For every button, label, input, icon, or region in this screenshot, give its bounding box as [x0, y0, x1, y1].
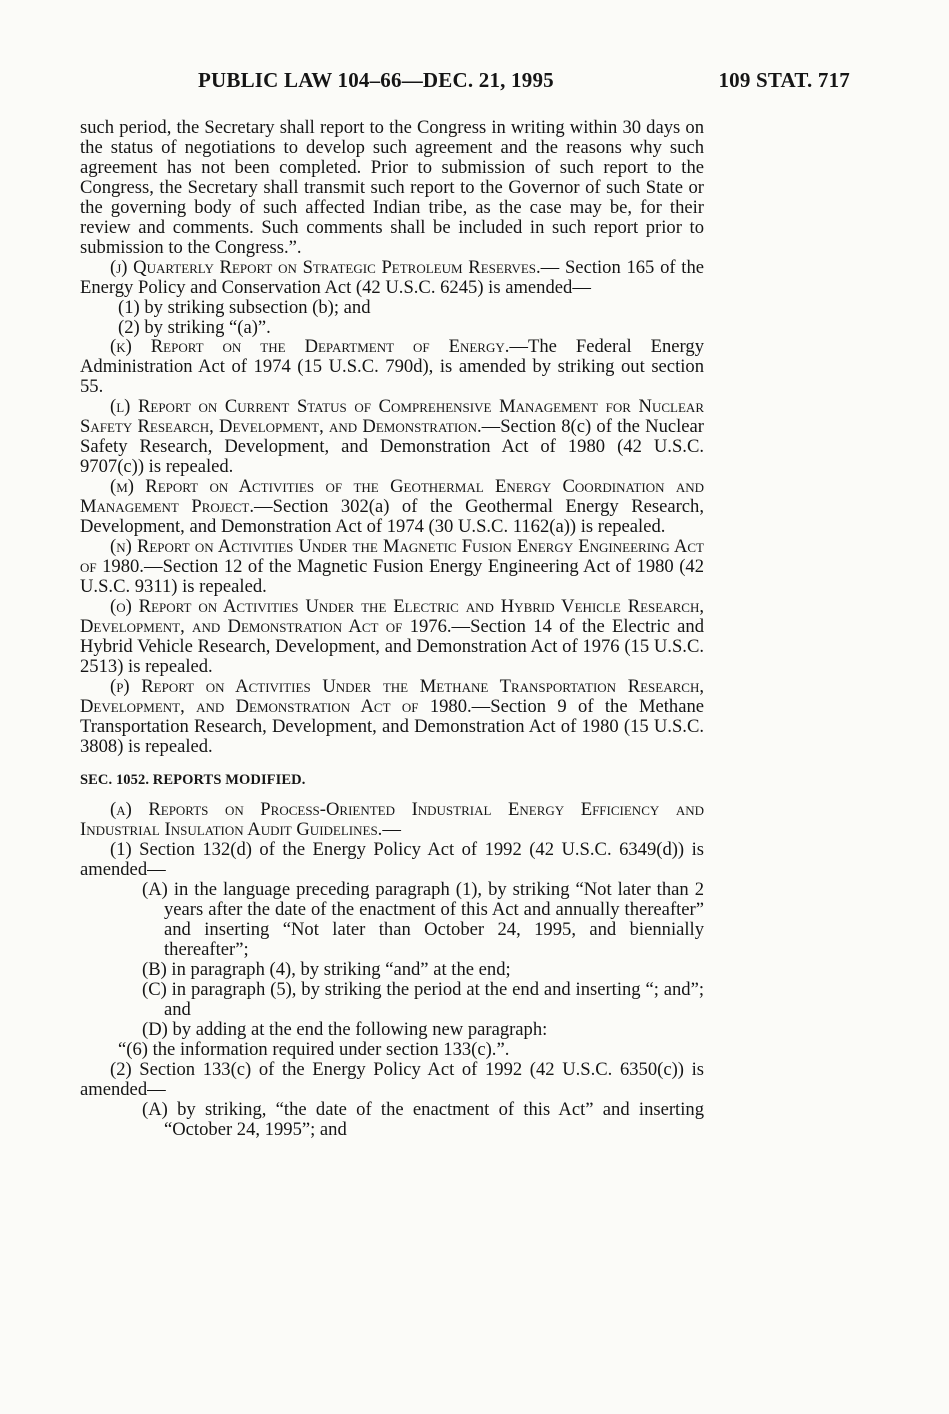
- document-body: [80, 118, 704, 1140]
- subsection-m: [80, 477, 704, 537]
- statute-page-number: 109 STAT. 717: [718, 68, 850, 92]
- subsection-k: [80, 337, 704, 397]
- subparagraph-a-1-D: (D) by adding at the end the following new paragraph:: [142, 1018, 548, 1040]
- subparagraph-a-2-A: (A) by striking, “the date of the enactment of this Act” and inserting “October 24, 1995”; and: [142, 1098, 704, 1140]
- running-header: [80, 68, 850, 98]
- subsection-m-text: Section 302(a) of the Geothermal Energy Research, Development, and Demonstration Act of 1974 (30 U.S.C. 1162(a)) is repealed.: [80, 496, 704, 538]
- subparagraph-a-1-A: (A) in the language preceding paragraph (1), by striking “Not later than 2 years after the date of the enactment of this Act and annually thereafter” and inserting “Not later than October 24, 1995, and biennially thereafter”;: [142, 879, 704, 961]
- subsection-o: [80, 597, 704, 677]
- subsection-j-item-2: (2) by striking “(a)”.: [118, 316, 271, 338]
- subsection-j: [80, 258, 704, 298]
- subsection-o-text: Section 14 of the Electric and Hybrid Vehicle Research, Development, and Demonstration Act of 1976 (15 U.S.C. 2513) is repealed.: [80, 615, 704, 677]
- subsection-j-text: Section 165 of the Energy Policy and Conservation Act (42 U.S.C. 6245) is amended—: [80, 256, 704, 298]
- public-law-heading: PUBLIC LAW 104–66—DEC. 21, 1995: [198, 68, 554, 92]
- paragraph-continuation: such period, the Secretary shall report to the Congress in writing within 30 days on the status of negotiations to develop such agreement and the reasons why such agreement has not been completed. Prior to submission of such report to the Congress, the Secretary shall transmit such report to the Governor of such State or the governing body of such affected Indian tribe, as the case may be, for their review and comments. Such comments shall be included in such report prior to submission to the Congress.”.: [80, 117, 704, 258]
- subsection-l: [80, 397, 704, 477]
- subparagraph-a-1-C: (C) in paragraph (5), by striking the period at the end and inserting “; and”; and: [142, 979, 704, 1020]
- subparagraph-a-1-B: (B) in paragraph (4), by striking “and” at the end;: [142, 959, 511, 981]
- subsection-l-text: Section 8(c) of the Nuclear Safety Research, Development, and Demonstration Act of 1980 (42 U.S.C. 9707(c)) is repealed.: [80, 416, 704, 478]
- subsection-l-heading: (l) Report on Current Status of Comprehensive Management for Nuclear Safety Research, Development, and Demonstration.—: [80, 396, 704, 438]
- subsection-k-heading: (k) Report on the Department of Energy.—: [110, 336, 528, 358]
- subsection-a: [80, 800, 704, 840]
- subsection-m-heading: (m) Report on Activities of the Geothermal Energy Coordination and Management Project.—: [80, 476, 704, 518]
- subsection-a-heading: (a) Reports on Process-Oriented Industrial Energy Efficiency and Industrial Insulation Audit Guidelines.—: [80, 799, 704, 841]
- subsection-j-item-1: (1) by striking subsection (b); and: [118, 296, 371, 318]
- subsection-o-heading: (o) Report on Activities Under the Electric and Hybrid Vehicle Research, Development, and Demonstration Act of 1976.—: [80, 595, 704, 637]
- subsection-n: [80, 537, 704, 597]
- section-heading: SEC. 1052. REPORTS MODIFIED.: [80, 771, 306, 788]
- paragraph-a-2: (2) Section 133(c) of the Energy Policy Act of 1992 (42 U.S.C. 6350(c)) is amended—: [80, 1058, 704, 1100]
- subsection-p-heading: (p) Report on Activities Under the Methane Transportation Research, Development, and Demonstration Act of 1980.—: [80, 675, 704, 717]
- subsection-n-text: Section 12 of the Magnetic Fusion Energy Engineering Act of 1980 (42 U.S.C. 9311) is repealed.: [80, 555, 704, 597]
- subsection-j-heading: (j) Quarterly Report on Strategic Petroleum Reserves.—: [110, 256, 560, 278]
- subsection-k-text: The Federal Energy Administration Act of 1974 (15 U.S.C. 790d), is amended by striking out section 55.: [80, 336, 704, 398]
- subsection-n-heading: (n) Report on Activities Under the Magnetic Fusion Energy Engineering Act of 1980.—: [80, 536, 704, 577]
- subsection-p-text: Section 9 of the Methane Transportation Research, Development, and Demonstration Act of 1980 (15 U.S.C. 3808) is repealed.: [80, 695, 704, 757]
- quoted-new-paragraph: “(6) the information required under section 133(c).”.: [118, 1038, 510, 1060]
- subsection-p: [80, 677, 704, 757]
- paragraph-a-1: (1) Section 132(d) of the Energy Policy Act of 1992 (42 U.S.C. 6349(d)) is amended—: [80, 839, 704, 881]
